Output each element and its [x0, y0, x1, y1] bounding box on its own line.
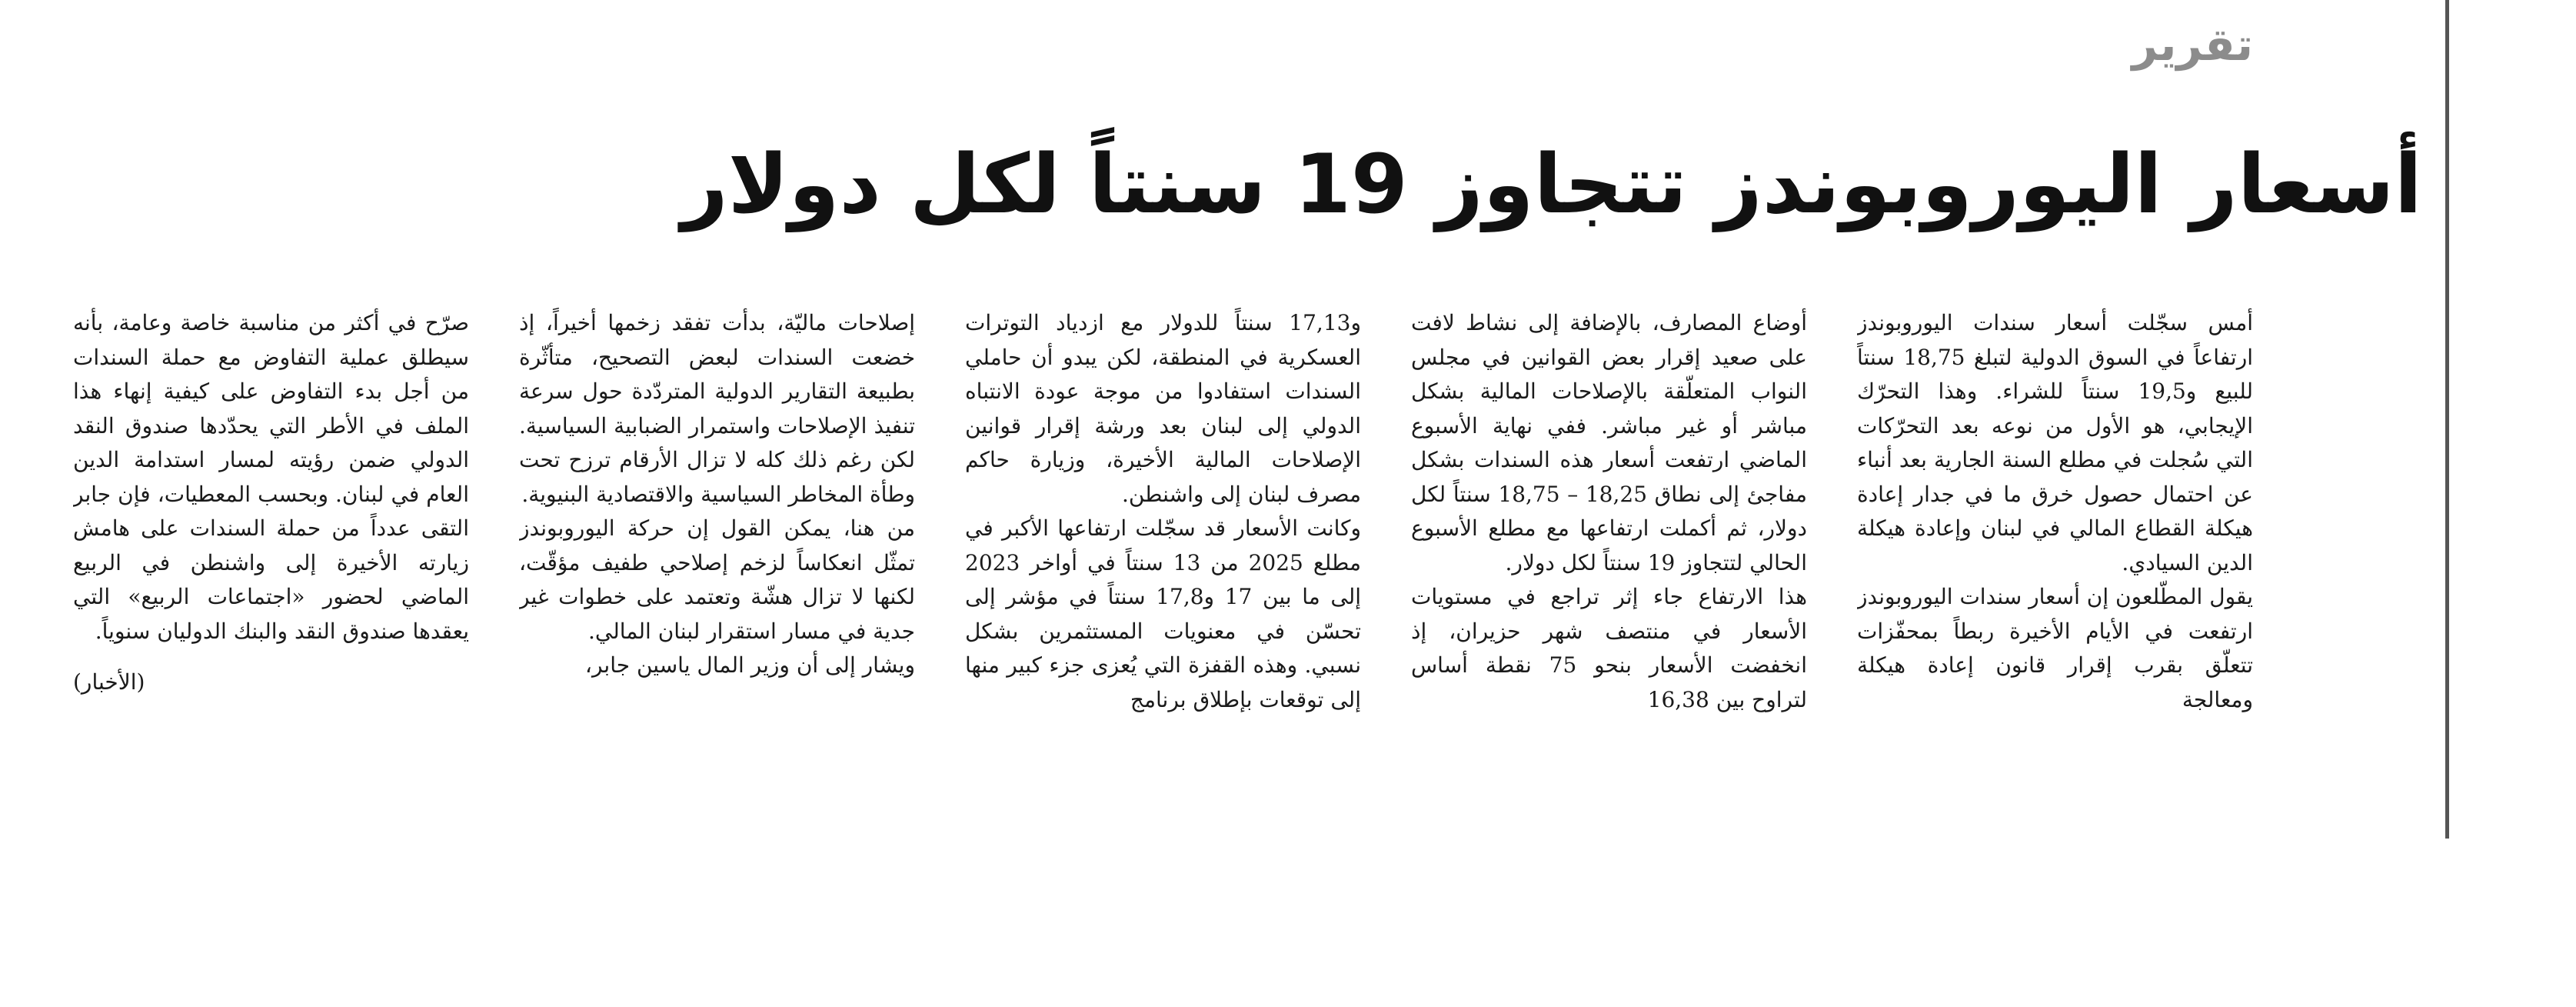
article-column-2 — [1411, 306, 1807, 845]
article-body — [73, 306, 2253, 845]
paragraph: و17,13 سنتاً للدولار مع ازدياد التوترات العسكرية في المنطقة، لكن يبدو أن حاملي السندات استفادوا من موجة عودة الانتباه الدولي إلى لبنان بعد ورشة إقرار قوانين الإصلاحات المالية الأخيرة، وزيارة حاكم مصرف لبنان إلى واشنطن. — [965, 310, 1361, 507]
section-label: تقرير — [2132, 18, 2253, 71]
article-column-4 — [519, 306, 915, 845]
paragraph: إصلاحات ماليّة، بدأت تفقد زخمها أخيراً، إذ خضعت السندات لبعض التصحيح، متأثّرة بطبيعة التقارير الدولية المتردّدة حول سرعة تنفيذ الإصلاحات واستمرار الضبابية السياسية. لكن رغم ذلك كله لا تزال الأرقام ترزح تحت وطأة المخاطر السياسية والاقتصادية البنيوية. — [519, 310, 915, 507]
column-rule — [2445, 0, 2449, 839]
paragraph: أمس سجّلت أسعار سندات اليوروبوندز ارتفاعاً في السوق الدولية لتبلغ 18,75 سنتاً للبيع و19,5 سنتاً للشراء. وهذا التحرّك الإيجابي، هو الأول من نوعه بعد التحرّكات التي سُجلت في مطلع السنة الجارية بعد أنباء عن احتمال حصول خرق ما في جدار إعادة هيكلة القطاع المالي في لبنان وإعادة هيكلة الدين السيادي. — [1857, 310, 2253, 575]
paragraph: هذا الارتفاع جاء إثر تراجع في مستويات الأسعار في منتصف شهر حزيران، إذ انخفضت الأسعار بنحو 75 نقطة أساس لتراوح بين 16,38 — [1411, 584, 1807, 712]
source-credit: (الأخبار) — [73, 669, 145, 695]
paragraph: من هنا، يمكن القول إن حركة اليوروبوندز تمثّل انعكاساً لزخم إصلاحي طفيف مؤقّت، لكنها لا تزال هشّة وتعتمد على خطوات غير جدية في مسار استقرار لبنان المالي. — [519, 515, 915, 644]
article-column-5 — [73, 306, 469, 845]
paragraph: ويشار إلى أن وزير المال ياسين جابر، — [584, 652, 915, 678]
paragraph: صرّح في أكثر من مناسبة خاصة وعامة، بأنه سيطلق عملية التفاوض مع حملة السندات من أجل بدء التفاوض على كيفية إنهاء هذا الملف في الأطر التي يحدّدها صندوق النقد الدولي ضمن رؤيته لمسار استدامة الدين العام في لبنان. وبحسب المعطيات، فإن جابر التقى عدداً من حملة السندات على هامش زيارته الأخيرة إلى واشنطن في الربيع الماضي لحضور «اجتماعات الربيع» التي يعقدها صندوق النقد والبنك الدوليان سنوياً. — [73, 310, 469, 644]
headline: أسعار اليوروبوندز تتجاوز 19 سنتاً لكل دولار — [681, 137, 2422, 232]
paragraph: يقول المطّلعون إن أسعار سندات اليوروبوندز ارتفعت في الأيام الأخيرة ربطاً بمحفّزات تتعلّق بقرب إقرار قانون إعادة هيكلة ومعالجة — [1857, 584, 2253, 712]
paragraph: وكانت الأسعار قد سجّلت ارتفاعها الأكبر في مطلع 2025 من 13 سنتاً في أواخر 2023 إلى ما بين 17 و17,8 سنتاً في مؤشر إلى تحسّن في معنويات المستثمرين بشكل نسبي. وهذه القفزة التي يُعزى جزء كبير منها إلى توقعات بإطلاق برنامج — [965, 515, 1361, 712]
article-column-1 — [1857, 306, 2253, 845]
paragraph: أوضاع المصارف، بالإضافة إلى نشاط لافت على صعيد إقرار بعض القوانين في مجلس النواب المتعلّقة بالإصلاحات المالية بشكل مباشر أو غير مباشر. ففي نهاية الأسبوع الماضي ارتفعت أسعار هذه السندات بشكل مفاجئ إلى نطاق 18,25 – 18,75 سنتاً لكل دولار، ثم أكملت ارتفاعها مع مطلع الأسبوع الحالي لتتجاوز 19 سنتاً لكل دولار. — [1411, 310, 1807, 575]
article-column-3 — [965, 306, 1361, 845]
